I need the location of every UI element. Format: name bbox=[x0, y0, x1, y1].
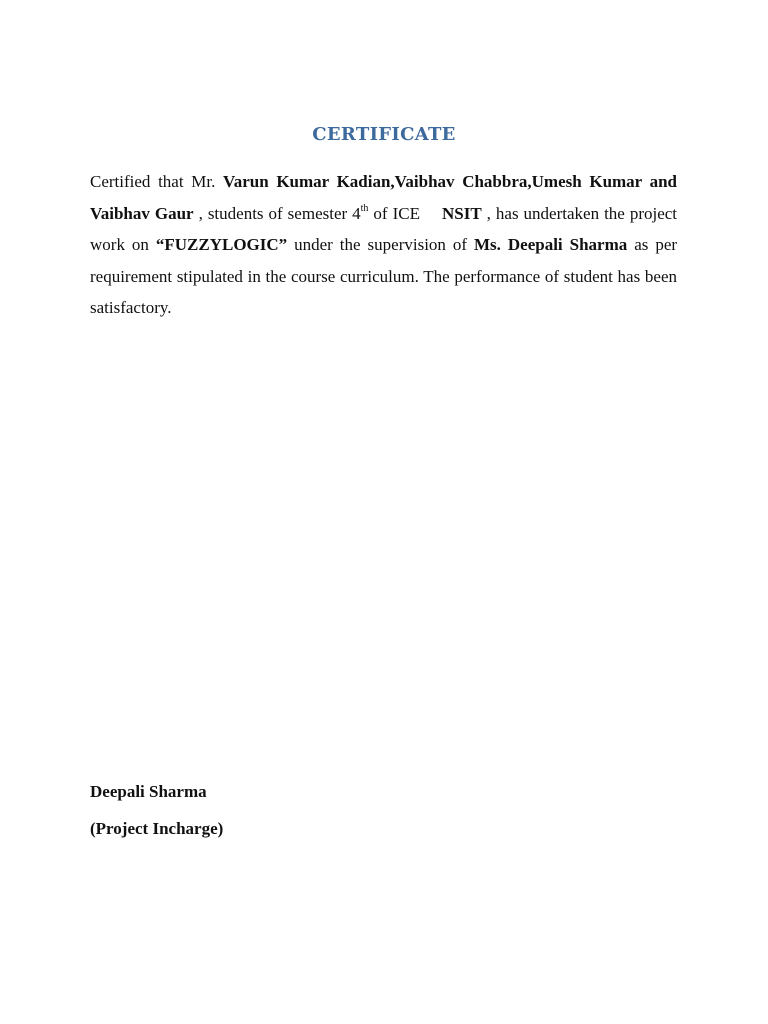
supervision-text: under the supervision of bbox=[294, 235, 468, 254]
department-text: of ICE bbox=[368, 203, 420, 223]
project-name: “FUZZYLOGIC” bbox=[155, 235, 288, 254]
undertaken-text: , has undertaken the project work on bbox=[90, 203, 678, 254]
college-name: NSIT bbox=[441, 203, 482, 223]
certificate-title: CERTIFICATE bbox=[312, 124, 456, 145]
intro-text: Certified that Mr. bbox=[90, 172, 216, 191]
supervisor-name: Ms. Deepali Sharma bbox=[474, 235, 628, 254]
semester-superscript: th bbox=[360, 202, 369, 214]
closing-text: as per requirement stipulated in the course curriculum. The performance of student has been satisfactory. bbox=[90, 235, 678, 317]
student-names: Varun Kumar Kadian,Vaibhav Chabbra,Umesh Kumar and Vaibhav Gaur bbox=[90, 172, 677, 223]
semester-text: , students of semester 4 bbox=[198, 203, 361, 223]
certificate-paragraph bbox=[90, 166, 677, 324]
signatory-name: Deepali Sharma bbox=[90, 782, 207, 801]
signatory-role: (Project Incharge) bbox=[90, 819, 224, 838]
